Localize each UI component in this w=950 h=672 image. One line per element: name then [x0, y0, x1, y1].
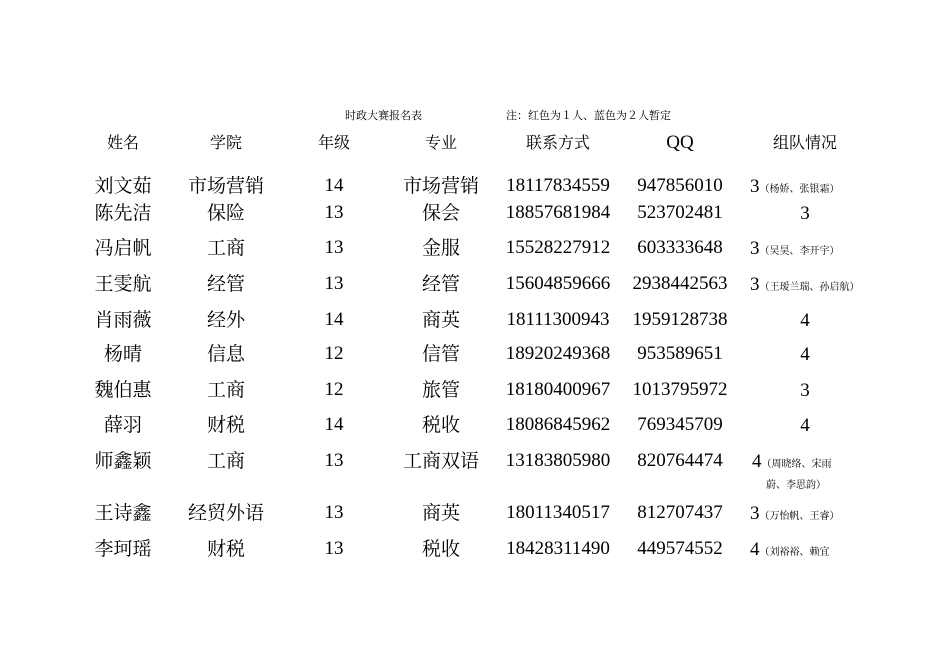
qq-number: 953589651: [637, 343, 723, 364]
qq-number: 603333648: [637, 237, 723, 258]
document-note: 注：红色为１人、蓝色为２人暂定: [506, 109, 671, 122]
team-info: [752, 450, 832, 476]
student-name: 刘文茹: [94, 175, 152, 197]
team-info: [785, 343, 825, 366]
team-size: 3: [800, 203, 810, 224]
student-name: 李珂瑶: [94, 538, 152, 560]
qq-number: 769345709: [637, 414, 723, 435]
team-members-continued: 蔚、李思韵）: [766, 480, 826, 491]
grade: 13: [324, 202, 344, 223]
major: 信管: [421, 343, 460, 365]
qq-number: 449574552: [637, 538, 723, 559]
team-info: [785, 379, 825, 402]
team-info: [750, 273, 860, 299]
college: 工商: [206, 379, 245, 401]
grade: 12: [324, 343, 344, 364]
team-size: 3: [750, 503, 760, 524]
student-name: 王诗鑫: [94, 502, 152, 524]
major: 保会: [421, 202, 460, 224]
major: 经管: [421, 273, 460, 295]
qq-number: 947856010: [637, 175, 723, 196]
grade: 13: [324, 502, 344, 523]
student-name: 师鑫颖: [94, 450, 152, 472]
major: 市场营销: [402, 175, 479, 197]
header-phone: 联系方式: [525, 133, 590, 152]
qq-number: 1013795972: [632, 379, 728, 400]
team-info: [785, 414, 825, 437]
phone-number: 15604859666: [505, 273, 611, 294]
team-members: （王瑷兰瑞、孙启航）: [759, 282, 860, 293]
grade: 14: [324, 309, 344, 330]
team-members: （周晓络、宋雨: [761, 459, 832, 470]
team-info: [750, 237, 840, 263]
header-name: 姓名: [106, 133, 139, 152]
grade: 13: [324, 237, 344, 258]
document-title: 时政大赛报名表: [345, 109, 422, 122]
qq-number: 812707437: [637, 502, 723, 523]
phone-number: 18920249368: [505, 343, 611, 364]
header-college: 学院: [209, 133, 242, 152]
college: 经管: [206, 273, 245, 295]
student-name: 薛羽: [103, 414, 142, 436]
grade: 12: [324, 379, 344, 400]
student-name: 魏伯惠: [94, 379, 152, 401]
qq-number: 523702481: [637, 202, 723, 223]
qq-number: 2938442563: [632, 273, 728, 294]
college: 保险: [206, 202, 245, 224]
college: 工商: [206, 237, 245, 259]
college: 经贸外语: [187, 502, 264, 524]
student-name: 王雯航: [94, 273, 152, 295]
grade: 13: [324, 273, 344, 294]
grade: 14: [324, 175, 344, 196]
team-size: 3: [750, 274, 760, 295]
major: 工商双语: [402, 450, 479, 472]
college: 财税: [206, 414, 245, 436]
team-info: [785, 309, 825, 332]
header-major: 专业: [424, 133, 457, 152]
header-grade: 年级: [317, 133, 350, 152]
team-size: 4: [800, 415, 810, 436]
team-info: [785, 202, 825, 225]
phone-number: 13183805980: [505, 450, 611, 471]
team-info: [750, 175, 840, 201]
phone-number: 18086845962: [505, 414, 611, 435]
student-name: 杨晴: [103, 343, 142, 365]
major: 税收: [421, 414, 460, 436]
student-name: 冯启帆: [94, 237, 152, 259]
grade: 13: [324, 538, 344, 559]
team-size: 4: [800, 310, 810, 331]
team-members: （万怡帆、王睿）: [759, 511, 840, 522]
team-size: 4: [800, 344, 810, 365]
major: 税收: [421, 538, 460, 560]
team-members: （刘裕裕、赖宜: [759, 547, 830, 558]
qq-number: 820764474: [637, 450, 723, 471]
team-info: [750, 538, 830, 564]
major: 商英: [421, 502, 460, 524]
major: 旅管: [421, 379, 460, 401]
phone-number: 18111300943: [506, 309, 610, 330]
major: 金服: [421, 237, 460, 259]
phone-number: 18180400967: [505, 379, 611, 400]
team-size: 3: [750, 176, 760, 197]
team-members: （杨娇、张银霜）: [759, 184, 840, 195]
phone-number: 18428311490: [506, 538, 610, 559]
phone-number: 15528227912: [505, 237, 611, 258]
major: 商英: [421, 309, 460, 331]
team-size: 4: [752, 451, 762, 472]
team-size: 3: [750, 238, 760, 259]
phone-number: 18011340517: [506, 502, 610, 523]
student-name: 陈先洁: [94, 202, 152, 224]
college: 市场营销: [187, 175, 264, 197]
grade: 14: [324, 414, 344, 435]
header-qq: QQ: [666, 132, 694, 153]
phone-number: 18857681984: [505, 202, 611, 223]
team-size: 3: [800, 380, 810, 401]
college: 信息: [206, 343, 245, 365]
qq-number: 1959128738: [632, 309, 728, 330]
team-size: 4: [750, 539, 760, 560]
college: 经外: [206, 309, 245, 331]
student-name: 肖雨薇: [94, 309, 152, 331]
header-team: 组队情况: [772, 133, 837, 152]
team-info: [750, 502, 840, 528]
phone-number: 18117834559: [506, 175, 610, 196]
grade: 13: [324, 450, 344, 471]
college: 财税: [206, 538, 245, 560]
team-members: （吴昊、李开宇）: [759, 246, 840, 257]
college: 工商: [206, 450, 245, 472]
